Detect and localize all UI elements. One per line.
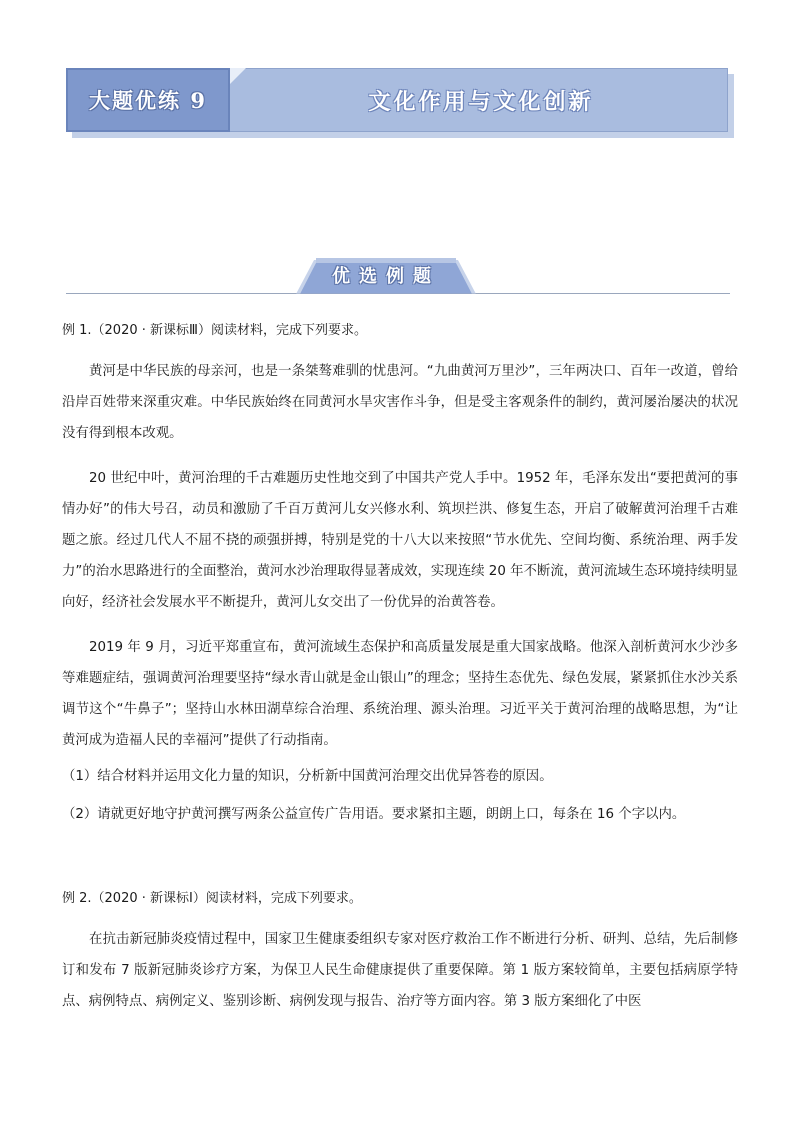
- section-badge: [296, 250, 476, 294]
- example-1-paragraph-2: 20 世纪中叶，黄河治理的千古难题历史性地交到了中国共产党人手中。1952 年，毛泽东发出“要把黄河的事情办好”的伟大号召，动员和激励了千百万黄河儿女兴修水利、筑坝拦洪、修复生态，开启了破解黄河治理千古难题之旅。经过几代人不屈不挠的顽强拼搏，特别是党的十八大以来按照“节水优先、空间均衡、系统治理、两手发力”的治水思路进行的全面整治，黄河水沙治理取得显著成效，实现连续 20 年不断流，黄河流域生态环境持续明显向好，经济社会发展水平不断提升，黄河儿女交出了一份优异的治黄答卷。: [62, 471, 738, 610]
- example-1-question-1: （1）结合材料并运用文化力量的知识，分析新中国黄河治理交出优异答卷的原因。: [62, 769, 553, 784]
- header-banner: [66, 68, 734, 138]
- banner-title-box: [246, 68, 716, 132]
- document-body: [62, 320, 738, 1017]
- banner-label: 大题优练 9: [89, 88, 207, 113]
- example-2-paragraph-1: 在抗击新冠肺炎疫情过程中，国家卫生健康委组织专家对医疗救治工作不断进行分析、研判、总结，先后制修订和发布 7 版新冠肺炎诊疗方案，为保卫人民生命健康提供了重要保障。第 1 版方案较简单，主要包括病原学特点、病例特点、病例定义、鉴别诊断、病例发现与报告、治疗等方面内容。第 3 版方案细化了中医: [62, 932, 738, 1009]
- example-1-paragraph-3: 2019 年 9 月，习近平郑重宣布，黄河流域生态保护和高质量发展是重大国家战略。他深入剖析黄河水少沙多等难题症结，强调黄河治理要坚持“绿水青山就是金山银山”的理念；坚持生态优先、绿色发展，紧紧抓住水沙关系调节这个“牛鼻子”；坚持山水林田湖草综合治理、系统治理、源头治理。习近平关于黄河治理的战略思想，为“让黄河成为造福人民的幸福河”提供了行动指南。: [62, 640, 738, 748]
- example-1-paragraph-1: 黄河是中华民族的母亲河，也是一条桀骜难驯的忧患河。“九曲黄河万里沙”，三年两决口、百年一改道，曾给沿岸百姓带来深重灾难。中华民族始终在同黄河水旱灾害作斗争，但是受主客观条件的制约，黄河屡治屡决的状况没有得到根本改观。: [62, 364, 738, 441]
- section-badge-label: 优选例题: [332, 266, 440, 287]
- page-title: 文化作用与文化创新: [368, 89, 594, 115]
- banner-notch: [230, 68, 246, 84]
- example-1-heading: 例 1.（2020 · 新课标Ⅲ）阅读材料，完成下列要求。: [62, 323, 367, 338]
- example-1-question-2: （2）请就更好地守护黄河撰写两条公益宣传广告用语。要求紧扣主题，朗朗上口，每条在 16 个字以内。: [62, 807, 686, 822]
- banner-label-box: [66, 68, 230, 132]
- example-2-heading: 例 2.（2020 · 新课标Ⅰ）阅读材料，完成下列要求。: [62, 891, 362, 906]
